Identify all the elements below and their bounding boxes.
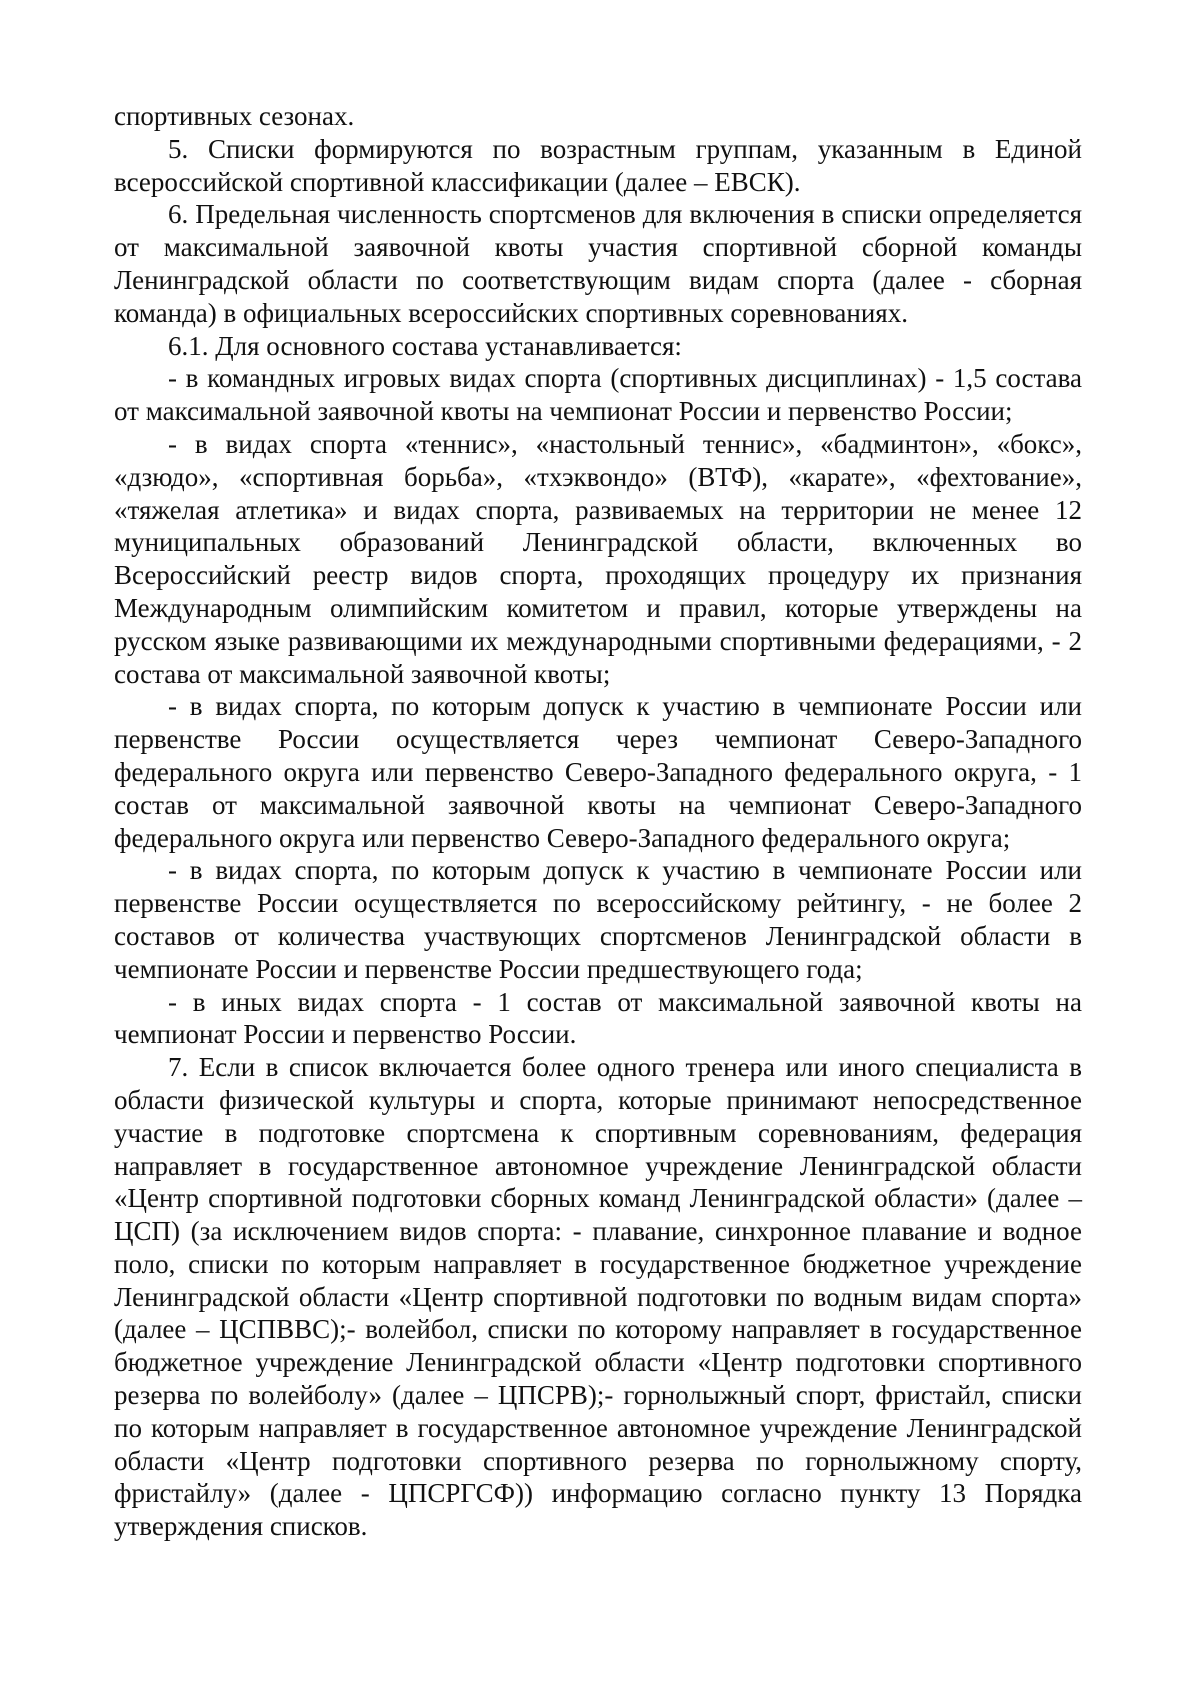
paragraph-bullet-other-sports: - в иных видах спорта - 1 состав от максимальной заявочной квоты на чемпионат России и первенство России.	[114, 986, 1082, 1050]
paragraph-continuation: спортивных сезонах.	[114, 101, 355, 131]
paragraph-item-5: 5. Списки формируются по возрастным группам, указанным в Единой всероссийской спортивной классификации (далее – ЕВСК).	[114, 133, 1082, 197]
paragraph-bullet-nw-district: - в видах спорта, по которым допуск к участию в чемпионате России или первенстве России осуществляется через чемпионат Северо-Западного федерального округа или первенство Северо-Западного федерального округа, - 1 состав от максимальной заявочной квоты на чемпионат Северо-Западного федерального округа или первенство Северо-Западного федерального округа;	[114, 691, 1082, 853]
paragraph-bullet-named-sports: - в видах спорта «теннис», «настольный теннис», «бадминтон», «бокс», «дзюдо», «спортивная борьба», «тхэквондо» (ВТФ), «карате», «фехтование», «тяжелая атлетика» и видах спорта, развиваемых на территории не менее 12 муниципальных образований Ленинградской области, включенных во Всероссийский реестр видов спорта, проходящих процедуру их признания Международным олимпийским комитетом и правил, которые утверждены на русском языке развивающими их международными спортивными федерациями, - 2 состава от максимальной заявочной квоты;	[114, 428, 1082, 689]
paragraph-bullet-rating: - в видах спорта, по которым допуск к участию в чемпионате России или первенстве России осуществляется по всероссийскому рейтингу, - не более 2 составов от количества участвующих спортсменов Ленинградской области в чемпионате России и первенстве России предшествующего года;	[114, 855, 1082, 984]
paragraph-item-7: 7. Если в список включается более одного тренера или иного специалиста в области физической культуры и спорта, которые принимают непосредственное участие в подготовке спортсмена к спортивным соревнованиям, федерация направляет в государственное автономное учреждение Ленинградской области «Центр спортивной подготовки сборных команд Ленинградской области» (далее – ЦСП) (за исключением видов спорта: - плавание, синхронное плавание и водное поло, списки по которым направляет в государственное бюджетное учреждение Ленинградской области «Центр спортивной подготовки по водным видам спорта» (далее – ЦСПВВС);- волейбол, списки по которому направляет в государственное бюджетное учреждение Ленинградской области «Центр подготовки спортивного резерва по волейболу» (далее – ЦПСРВ);- горнолыжный спорт, фристайл, списки по которым направляет в государственное автономное учреждение Ленинградской области «Центр подготовки спортивного резерва по горнолыжному спорту, фристайлу» (далее - ЦПСРГСФ)) информацию согласно пункту 13 Порядка утверждения списков.	[114, 1052, 1082, 1542]
paragraph-item-6: 6. Предельная численность спортсменов для включения в списки определяется от максимальной заявочной квоты участия спортивной сборной команды Ленинградской области по соответствующим видам спорта (далее - сборная команда) в официальных всероссийских спортивных соревнованиях.	[114, 199, 1082, 328]
paragraph-bullet-team-sports: - в командных игровых видах спорта (спортивных дисциплинах) - 1,5 состава от максимальной заявочной квоты на чемпионат России и первенство России;	[114, 363, 1082, 427]
paragraph-item-6-1: 6.1. Для основного состава устанавливается:	[168, 330, 682, 361]
